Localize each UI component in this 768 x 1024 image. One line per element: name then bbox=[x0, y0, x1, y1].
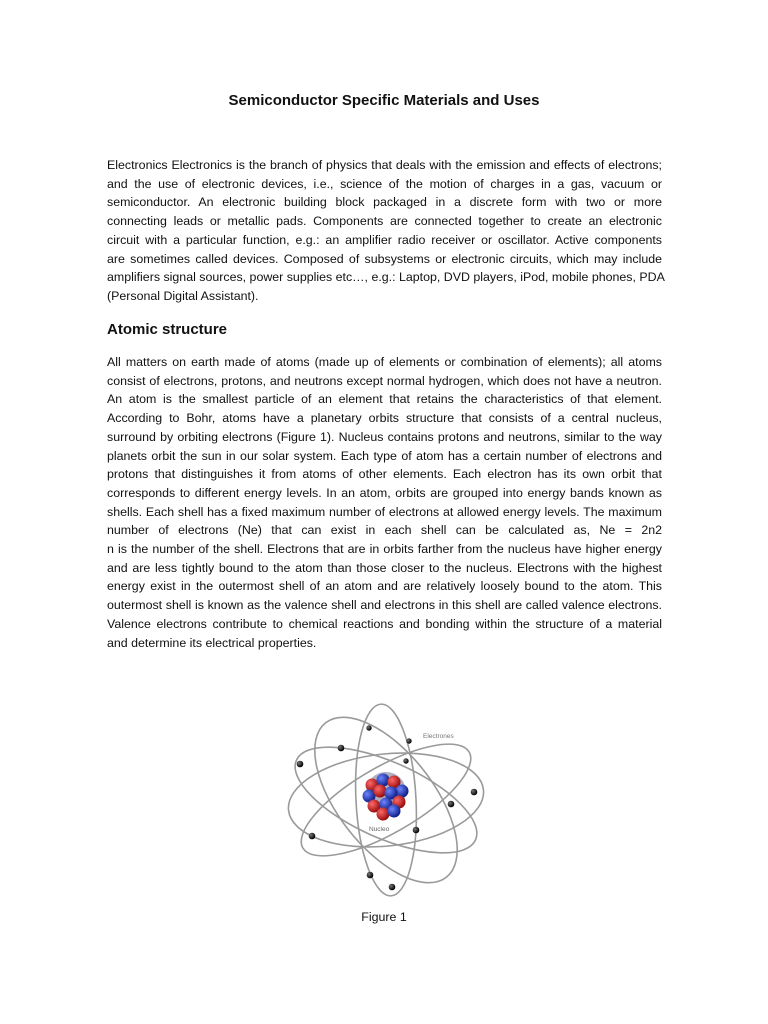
electrons-label: Electrones bbox=[423, 733, 454, 740]
atomic-line: According to Bohr, atoms have a planetary orbits structure that consists of a central nucleus, bbox=[107, 411, 662, 426]
electron-dot bbox=[297, 761, 304, 768]
electron-dot bbox=[367, 872, 374, 879]
electron-dot bbox=[448, 801, 455, 808]
electron-dot bbox=[413, 827, 420, 834]
intro-line: and the use of electronic devices, i.e., science of the motion of charges in a gas, vacuum or bbox=[107, 176, 662, 191]
electron-dot bbox=[366, 725, 371, 730]
intro-line: amplifiers signal sources, power supplies etc…, e.g.: Laptop, DVD players, iPod, mobile phones, PDA bbox=[107, 270, 665, 285]
electron-dot bbox=[338, 745, 345, 752]
atomic-line: and determine its electrical properties. bbox=[107, 635, 317, 650]
atomic-line: All matters on earth made of atoms (made up of elements or combination of elements); all atoms bbox=[107, 355, 662, 369]
atom-diagram bbox=[286, 700, 486, 900]
atomic-line: An atom is the smallest particle of an element that retains the characteristics of that element. bbox=[107, 392, 662, 407]
nucleus-label: Nucleo bbox=[369, 826, 390, 833]
atomic-line: planets orbit the sun in our solar system. Each type of atom has a certain number of electrons and bbox=[107, 448, 662, 463]
intro-line: connecting leads or metallic pads. Components are connected together to create an electronic bbox=[107, 214, 662, 229]
intro-line: Electronics Electronics is the branch of physics that deals with the emission and effects of electrons; bbox=[107, 158, 662, 172]
atomic-line: n is the number of the shell. Electrons that are in orbits farther from the nucleus have higher energy bbox=[107, 542, 662, 557]
intro-line: semiconductor. An electronic building block packaged in a discrete form with two or more bbox=[107, 195, 662, 210]
intro-line: are sometimes called devices. Composed of subsystems or electronic circuits, which may include bbox=[107, 251, 662, 266]
atomic-line: protons that distinguishes it from atoms of other elements. Each electron has its own orbit that bbox=[107, 467, 662, 482]
intro-line: (Personal Digital Assistant). bbox=[107, 288, 259, 303]
intro-paragraph bbox=[107, 156, 665, 306]
nucleus bbox=[363, 772, 409, 821]
atomic-line: Valence electrons contribute to chemical reactions and bonding within the structure of a material bbox=[107, 616, 662, 631]
atomic-line: corresponds to different energy levels. In an atom, orbits are grouped into energy bands known as bbox=[107, 485, 662, 500]
atomic-line: number of electrons (Ne) that can exist in each shell can be calculated as, Ne = 2n2 bbox=[107, 523, 662, 538]
atomic-line: energy exist in the outermost shell of an atom and are relatively loosely bound to the atom. This bbox=[107, 579, 662, 594]
electron-dot bbox=[403, 758, 408, 763]
section-heading: Atomic structure bbox=[107, 321, 228, 338]
atomic-line: shells. Each shell has a fixed maximum number of electrons at allowed energy levels. The maximum bbox=[107, 504, 662, 519]
electron-dot bbox=[406, 738, 411, 743]
atomic-paragraph bbox=[107, 353, 662, 652]
electron-dot bbox=[471, 789, 478, 796]
atomic-line: consist of electrons, protons, and neutrons except normal hydrogen, which does not have a neutron. bbox=[107, 373, 662, 388]
intro-line: circuit with a particular function, e.g.: an amplifier radio receiver or oscillator. Active components bbox=[107, 232, 662, 247]
atomic-line: and are less tightly bound to the atom than those closer to the nucleus. Electrons with the highest bbox=[107, 560, 662, 575]
atomic-line: outermost shell is known as the valence shell and electrons in this shell are called valence electrons. bbox=[107, 598, 662, 613]
electron-dot bbox=[309, 833, 316, 840]
electron-dot bbox=[389, 884, 396, 891]
atomic-line: surround by orbiting electrons (Figure 1). Nucleus contains protons and neutrons, similar to the way bbox=[107, 429, 662, 444]
page-title: Semiconductor Specific Materials and Uses bbox=[228, 92, 540, 109]
figure-caption: Figure 1 bbox=[361, 910, 407, 924]
